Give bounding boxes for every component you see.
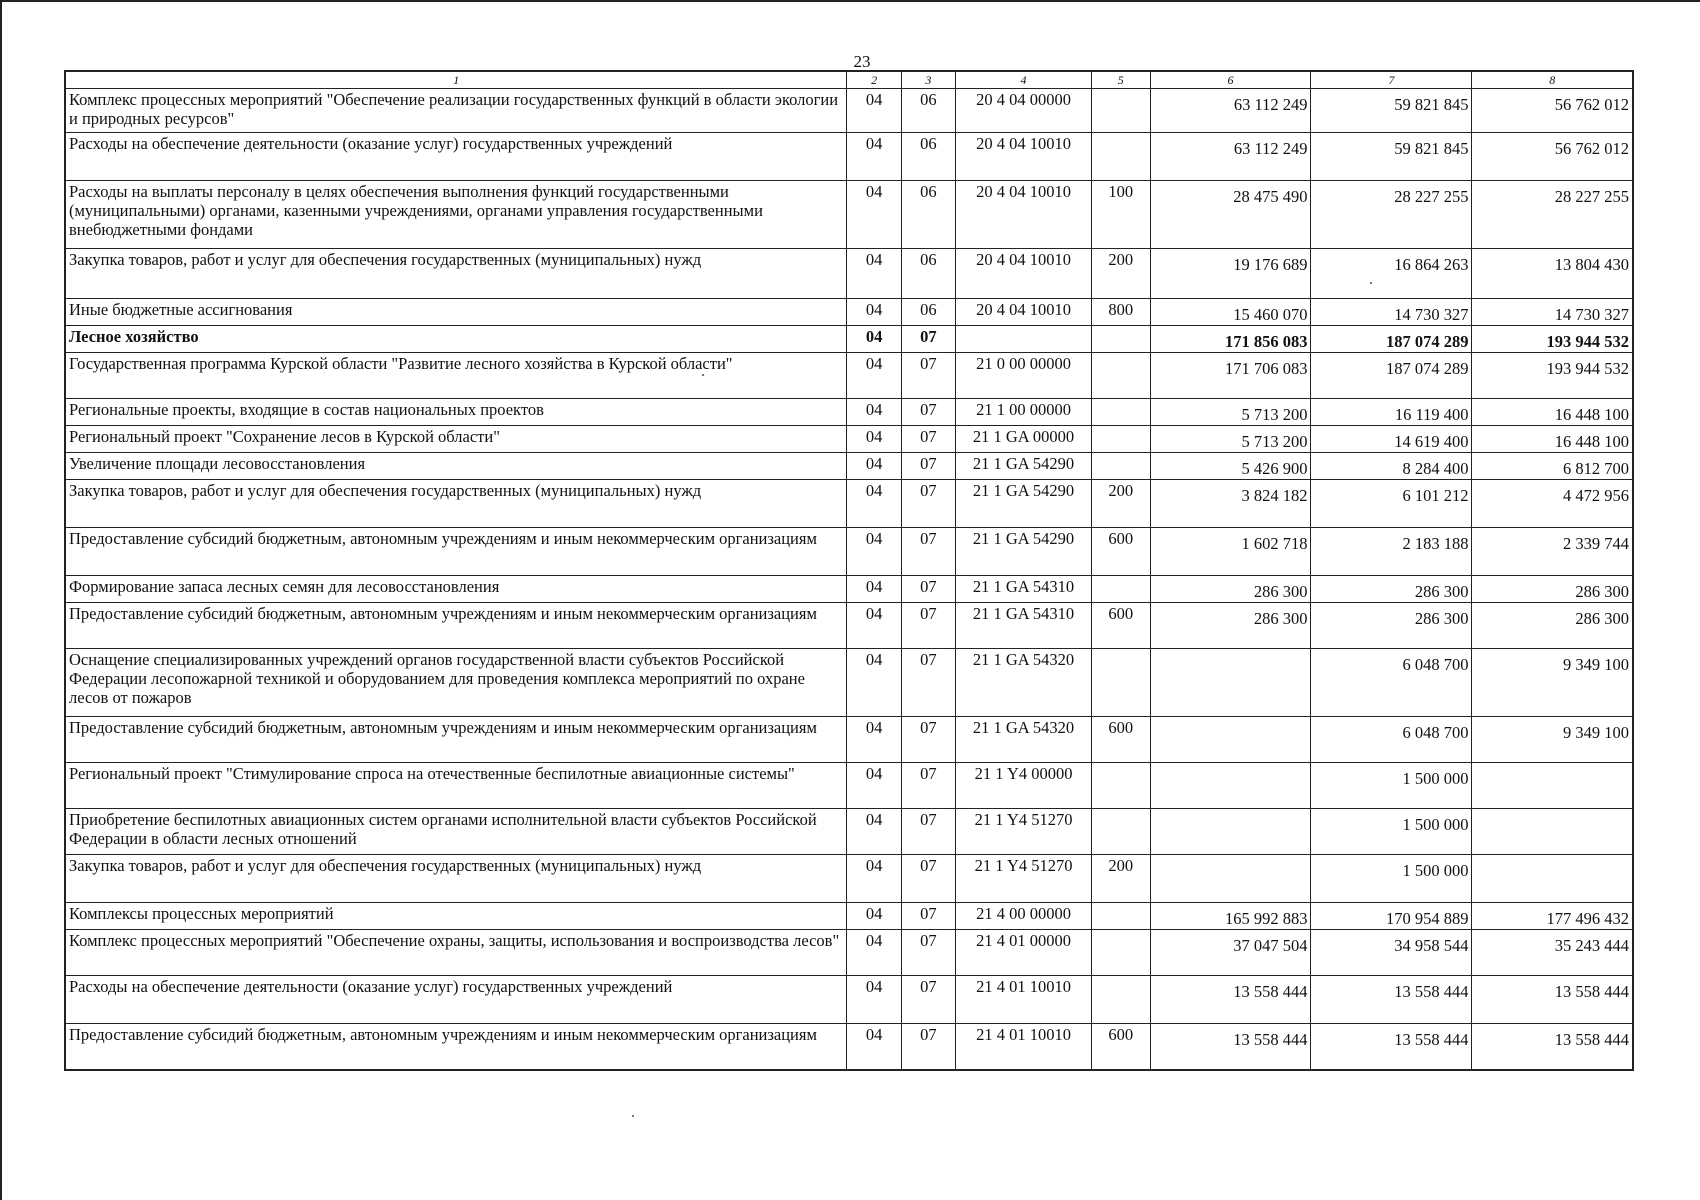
subsection-code-cell: 07 bbox=[901, 326, 955, 353]
amount-year2-cell: 1 500 000 bbox=[1311, 763, 1472, 809]
amount-year3-cell: 193 944 532 bbox=[1472, 326, 1633, 353]
expense-type-cell bbox=[1091, 976, 1150, 1024]
section-code-cell: 04 bbox=[847, 528, 901, 576]
amount-year3-cell: 9 349 100 bbox=[1472, 717, 1633, 763]
target-article-cell: 21 1 GA 54290 bbox=[956, 528, 1092, 576]
column-header: 8 bbox=[1472, 71, 1633, 89]
expense-type-cell: 200 bbox=[1091, 249, 1150, 299]
amount-year3-cell bbox=[1472, 809, 1633, 855]
amount-year3-cell: 35 243 444 bbox=[1472, 930, 1633, 976]
amount-year2-cell: 187 074 289 bbox=[1311, 353, 1472, 399]
subsection-code-cell: 06 bbox=[901, 89, 955, 133]
target-article-cell: 21 4 01 10010 bbox=[956, 976, 1092, 1024]
target-article-cell: 21 1 Y4 00000 bbox=[956, 763, 1092, 809]
table-row bbox=[65, 133, 1633, 181]
row-name-cell: Региональный проект "Стимулирование спроса на отечественные беспилотные авиационные системы" bbox=[65, 763, 847, 809]
target-article-cell: 21 1 GA 54290 bbox=[956, 453, 1092, 480]
amount-year3-cell: 286 300 bbox=[1472, 576, 1633, 603]
expense-type-cell: 100 bbox=[1091, 181, 1150, 249]
section-code-cell: 04 bbox=[847, 249, 901, 299]
column-header: 5 bbox=[1091, 71, 1150, 89]
section-code-cell: 04 bbox=[847, 133, 901, 181]
subsection-code-cell: 07 bbox=[901, 399, 955, 426]
subsection-code-cell: 07 bbox=[901, 976, 955, 1024]
amount-year3-cell: 193 944 532 bbox=[1472, 353, 1633, 399]
row-name-cell: Предоставление субсидий бюджетным, автономным учреждениям и иным некоммерческим организациям bbox=[65, 528, 847, 576]
page-number: 23 bbox=[853, 52, 871, 71]
expense-type-cell bbox=[1091, 576, 1150, 603]
row-name-cell: Формирование запаса лесных семян для лесовосстановления bbox=[65, 576, 847, 603]
amount-year2-cell: 28 227 255 bbox=[1311, 181, 1472, 249]
amount-year2-cell: 8 284 400 bbox=[1311, 453, 1472, 480]
amount-year2-cell: 6 048 700 bbox=[1311, 717, 1472, 763]
table-row bbox=[65, 809, 1633, 855]
table-row bbox=[65, 603, 1633, 649]
section-code-cell: 04 bbox=[847, 809, 901, 855]
amount-year1-cell: 171 856 083 bbox=[1150, 326, 1311, 353]
target-article-cell: 21 1 GA 54320 bbox=[956, 717, 1092, 763]
row-name-cell: Предоставление субсидий бюджетным, автономным учреждениям и иным некоммерческим организациям bbox=[65, 717, 847, 763]
expense-type-cell: 200 bbox=[1091, 480, 1150, 528]
subsection-code-cell: 07 bbox=[901, 930, 955, 976]
target-article-cell: 21 1 Y4 51270 bbox=[956, 855, 1092, 903]
section-code-cell: 04 bbox=[847, 603, 901, 649]
amount-year3-cell: 13 558 444 bbox=[1472, 1024, 1633, 1070]
amount-year1-cell bbox=[1150, 649, 1311, 717]
amount-year1-cell: 13 558 444 bbox=[1150, 976, 1311, 1024]
amount-year3-cell: 28 227 255 bbox=[1472, 181, 1633, 249]
amount-year1-cell: 15 460 070 bbox=[1150, 299, 1311, 326]
row-name-cell: Закупка товаров, работ и услуг для обеспечения государственных (муниципальных) нужд bbox=[65, 249, 847, 299]
amount-year3-cell: 14 730 327 bbox=[1472, 299, 1633, 326]
section-code-cell: 04 bbox=[847, 399, 901, 426]
column-number-header bbox=[65, 71, 1633, 89]
amount-year2-cell: 59 821 845 bbox=[1311, 133, 1472, 181]
amount-year2-cell: 6 101 212 bbox=[1311, 480, 1472, 528]
subsection-code-cell: 06 bbox=[901, 181, 955, 249]
amount-year1-cell: 63 112 249 bbox=[1150, 133, 1311, 181]
subsection-code-cell: 07 bbox=[901, 603, 955, 649]
table-row bbox=[65, 426, 1633, 453]
scan-speck bbox=[702, 374, 704, 376]
expense-type-cell: 600 bbox=[1091, 528, 1150, 576]
amount-year1-cell: 63 112 249 bbox=[1150, 89, 1311, 133]
section-code-cell: 04 bbox=[847, 576, 901, 603]
amount-year3-cell: 16 448 100 bbox=[1472, 426, 1633, 453]
target-article-cell: 21 0 00 00000 bbox=[956, 353, 1092, 399]
row-name-cell: Расходы на выплаты персоналу в целях обеспечения выполнения функций государственными (муниципальными) органами, казенными учреждениями, органами управления государственными внебюджетными фондами bbox=[65, 181, 847, 249]
amount-year2-cell: 14 619 400 bbox=[1311, 426, 1472, 453]
amount-year2-cell: 16 119 400 bbox=[1311, 399, 1472, 426]
subsection-code-cell: 07 bbox=[901, 426, 955, 453]
subsection-code-cell: 07 bbox=[901, 576, 955, 603]
section-code-cell: 04 bbox=[847, 717, 901, 763]
table-row bbox=[65, 181, 1633, 249]
amount-year2-cell: 14 730 327 bbox=[1311, 299, 1472, 326]
expense-type-cell bbox=[1091, 353, 1150, 399]
expense-type-cell: 600 bbox=[1091, 1024, 1150, 1070]
amount-year1-cell: 37 047 504 bbox=[1150, 930, 1311, 976]
target-article-cell: 21 1 GA 00000 bbox=[956, 426, 1092, 453]
table-row bbox=[65, 353, 1633, 399]
target-article-cell: 20 4 04 10010 bbox=[956, 181, 1092, 249]
target-article-cell: 21 1 00 00000 bbox=[956, 399, 1092, 426]
subsection-code-cell: 07 bbox=[901, 717, 955, 763]
amount-year3-cell: 13 804 430 bbox=[1472, 249, 1633, 299]
expense-type-cell bbox=[1091, 453, 1150, 480]
amount-year1-cell bbox=[1150, 809, 1311, 855]
table-row bbox=[65, 480, 1633, 528]
expense-type-cell: 600 bbox=[1091, 603, 1150, 649]
target-article-cell bbox=[956, 326, 1092, 353]
amount-year3-cell: 9 349 100 bbox=[1472, 649, 1633, 717]
subsection-code-cell: 06 bbox=[901, 133, 955, 181]
subsection-code-cell: 06 bbox=[901, 249, 955, 299]
section-code-cell: 04 bbox=[847, 855, 901, 903]
subsection-code-cell: 07 bbox=[901, 903, 955, 930]
expense-type-cell bbox=[1091, 326, 1150, 353]
amount-year1-cell: 5 713 200 bbox=[1150, 426, 1311, 453]
amount-year3-cell bbox=[1472, 763, 1633, 809]
amount-year3-cell: 6 812 700 bbox=[1472, 453, 1633, 480]
table-row bbox=[65, 399, 1633, 426]
expense-type-cell bbox=[1091, 903, 1150, 930]
target-article-cell: 21 1 GA 54310 bbox=[956, 576, 1092, 603]
amount-year1-cell bbox=[1150, 855, 1311, 903]
column-header: 7 bbox=[1311, 71, 1472, 89]
expense-type-cell bbox=[1091, 133, 1150, 181]
table-row bbox=[65, 903, 1633, 930]
amount-year2-cell: 2 183 188 bbox=[1311, 528, 1472, 576]
subsection-code-cell: 07 bbox=[901, 480, 955, 528]
expense-type-cell: 800 bbox=[1091, 299, 1150, 326]
target-article-cell: 21 4 00 00000 bbox=[956, 903, 1092, 930]
amount-year2-cell: 59 821 845 bbox=[1311, 89, 1472, 133]
amount-year1-cell: 286 300 bbox=[1150, 576, 1311, 603]
row-name-cell: Региональный проект "Сохранение лесов в Курской области" bbox=[65, 426, 847, 453]
expense-type-cell: 200 bbox=[1091, 855, 1150, 903]
subsection-code-cell: 07 bbox=[901, 453, 955, 480]
column-header: 6 bbox=[1150, 71, 1311, 89]
amount-year2-cell: 170 954 889 bbox=[1311, 903, 1472, 930]
row-name-cell: Закупка товаров, работ и услуг для обеспечения государственных (муниципальных) нужд bbox=[65, 855, 847, 903]
expense-type-cell bbox=[1091, 426, 1150, 453]
subsection-code-cell: 07 bbox=[901, 763, 955, 809]
amount-year3-cell: 56 762 012 bbox=[1472, 89, 1633, 133]
amount-year2-cell: 13 558 444 bbox=[1311, 1024, 1472, 1070]
amount-year1-cell: 5 713 200 bbox=[1150, 399, 1311, 426]
section-code-cell: 04 bbox=[847, 181, 901, 249]
amount-year1-cell: 165 992 883 bbox=[1150, 903, 1311, 930]
amount-year1-cell: 28 475 490 bbox=[1150, 181, 1311, 249]
target-article-cell: 20 4 04 10010 bbox=[956, 299, 1092, 326]
amount-year3-cell: 2 339 744 bbox=[1472, 528, 1633, 576]
amount-year1-cell: 19 176 689 bbox=[1150, 249, 1311, 299]
row-name-cell: Приобретение беспилотных авиационных систем органами исполнительной власти субъектов Российской Федерации в области лесных отношений bbox=[65, 809, 847, 855]
scan-speck bbox=[632, 1115, 634, 1117]
amount-year3-cell: 16 448 100 bbox=[1472, 399, 1633, 426]
table-row bbox=[65, 763, 1633, 809]
amount-year1-cell bbox=[1150, 717, 1311, 763]
target-article-cell: 20 4 04 00000 bbox=[956, 89, 1092, 133]
amount-year2-cell: 6 048 700 bbox=[1311, 649, 1472, 717]
table-row bbox=[65, 649, 1633, 717]
row-name-cell: Расходы на обеспечение деятельности (оказание услуг) государственных учреждений bbox=[65, 133, 847, 181]
amount-year2-cell: 16 864 263 bbox=[1311, 249, 1472, 299]
target-article-cell: 21 4 01 10010 bbox=[956, 1024, 1092, 1070]
section-code-cell: 04 bbox=[847, 426, 901, 453]
amount-year1-cell: 13 558 444 bbox=[1150, 1024, 1311, 1070]
section-code-cell: 04 bbox=[847, 903, 901, 930]
table-row bbox=[65, 930, 1633, 976]
table-row bbox=[65, 855, 1633, 903]
target-article-cell: 21 1 GA 54310 bbox=[956, 603, 1092, 649]
table-row bbox=[65, 453, 1633, 480]
expense-type-cell: 600 bbox=[1091, 717, 1150, 763]
target-article-cell: 21 1 GA 54320 bbox=[956, 649, 1092, 717]
subsection-code-cell: 07 bbox=[901, 1024, 955, 1070]
section-code-cell: 04 bbox=[847, 930, 901, 976]
amount-year2-cell: 1 500 000 bbox=[1311, 809, 1472, 855]
row-name-cell: Региональные проекты, входящие в состав национальных проектов bbox=[65, 399, 847, 426]
section-code-cell: 04 bbox=[847, 453, 901, 480]
row-name-cell: Предоставление субсидий бюджетным, автономным учреждениям и иным некоммерческим организациям bbox=[65, 1024, 847, 1070]
section-code-cell: 04 bbox=[847, 326, 901, 353]
subsection-code-cell: 07 bbox=[901, 353, 955, 399]
scan-speck bbox=[1370, 282, 1372, 284]
expense-type-cell bbox=[1091, 89, 1150, 133]
target-article-cell: 21 1 Y4 51270 bbox=[956, 809, 1092, 855]
target-article-cell: 21 4 01 00000 bbox=[956, 930, 1092, 976]
subsection-code-cell: 07 bbox=[901, 528, 955, 576]
expense-type-cell bbox=[1091, 763, 1150, 809]
amount-year2-cell: 34 958 544 bbox=[1311, 930, 1472, 976]
expense-type-cell bbox=[1091, 809, 1150, 855]
row-name-cell: Предоставление субсидий бюджетным, автономным учреждениям и иным некоммерческим организациям bbox=[65, 603, 847, 649]
subsection-code-cell: 06 bbox=[901, 299, 955, 326]
row-name-cell: Закупка товаров, работ и услуг для обеспечения государственных (муниципальных) нужд bbox=[65, 480, 847, 528]
row-name-cell: Государственная программа Курской области "Развитие лесного хозяйства в Курской области" bbox=[65, 353, 847, 399]
table-row bbox=[65, 1024, 1633, 1070]
table-row bbox=[65, 976, 1633, 1024]
table-row bbox=[65, 249, 1633, 299]
amount-year3-cell bbox=[1472, 855, 1633, 903]
table-row bbox=[65, 717, 1633, 763]
amount-year3-cell: 56 762 012 bbox=[1472, 133, 1633, 181]
row-name-cell: Лесное хозяйство bbox=[65, 326, 847, 353]
column-header: 4 bbox=[956, 71, 1092, 89]
section-code-cell: 04 bbox=[847, 299, 901, 326]
table-row bbox=[65, 576, 1633, 603]
amount-year3-cell: 286 300 bbox=[1472, 603, 1633, 649]
section-code-cell: 04 bbox=[847, 763, 901, 809]
amount-year1-cell: 1 602 718 bbox=[1150, 528, 1311, 576]
section-code-cell: 04 bbox=[847, 89, 901, 133]
table-row bbox=[65, 326, 1633, 353]
amount-year1-cell: 286 300 bbox=[1150, 603, 1311, 649]
expense-type-cell bbox=[1091, 930, 1150, 976]
section-code-cell: 04 bbox=[847, 649, 901, 717]
table-row bbox=[65, 89, 1633, 133]
row-name-cell: Комплекс процессных мероприятий "Обеспечение реализации государственных функций в области экологии и природных ресурсов" bbox=[65, 89, 847, 133]
subsection-code-cell: 07 bbox=[901, 649, 955, 717]
amount-year2-cell: 286 300 bbox=[1311, 603, 1472, 649]
row-name-cell: Комплексы процессных мероприятий bbox=[65, 903, 847, 930]
table-row bbox=[65, 299, 1633, 326]
amount-year3-cell: 13 558 444 bbox=[1472, 976, 1633, 1024]
section-code-cell: 04 bbox=[847, 480, 901, 528]
amount-year3-cell: 177 496 432 bbox=[1472, 903, 1633, 930]
amount-year2-cell: 1 500 000 bbox=[1311, 855, 1472, 903]
subsection-code-cell: 07 bbox=[901, 809, 955, 855]
amount-year2-cell: 286 300 bbox=[1311, 576, 1472, 603]
subsection-code-cell: 07 bbox=[901, 855, 955, 903]
column-header: 2 bbox=[847, 71, 901, 89]
column-header: 3 bbox=[901, 71, 955, 89]
section-code-cell: 04 bbox=[847, 353, 901, 399]
row-name-cell: Увеличение площади лесовосстановления bbox=[65, 453, 847, 480]
section-code-cell: 04 bbox=[847, 1024, 901, 1070]
amount-year3-cell: 4 472 956 bbox=[1472, 480, 1633, 528]
section-code-cell: 04 bbox=[847, 976, 901, 1024]
target-article-cell: 20 4 04 10010 bbox=[956, 249, 1092, 299]
target-article-cell: 21 1 GA 54290 bbox=[956, 480, 1092, 528]
row-name-cell: Комплекс процессных мероприятий "Обеспечение охраны, защиты, использования и воспроизводства лесов" bbox=[65, 930, 847, 976]
amount-year1-cell: 3 824 182 bbox=[1150, 480, 1311, 528]
amount-year1-cell: 171 706 083 bbox=[1150, 353, 1311, 399]
row-name-cell: Расходы на обеспечение деятельности (оказание услуг) государственных учреждений bbox=[65, 976, 847, 1024]
expense-type-cell bbox=[1091, 649, 1150, 717]
row-name-cell: Оснащение специализированных учреждений органов государственной власти субъектов Российской Федерации лесопожарной техникой и оборудованием для проведения комплекса мероприятий по охране лесов от пожаров bbox=[65, 649, 847, 717]
target-article-cell: 20 4 04 10010 bbox=[956, 133, 1092, 181]
expense-type-cell bbox=[1091, 399, 1150, 426]
amount-year2-cell: 187 074 289 bbox=[1311, 326, 1472, 353]
table-row bbox=[65, 528, 1633, 576]
amount-year2-cell: 13 558 444 bbox=[1311, 976, 1472, 1024]
amount-year1-cell: 5 426 900 bbox=[1150, 453, 1311, 480]
row-name-cell: Иные бюджетные ассигнования bbox=[65, 299, 847, 326]
budget-table bbox=[64, 70, 1634, 1071]
amount-year1-cell bbox=[1150, 763, 1311, 809]
column-header: 1 bbox=[65, 71, 847, 89]
